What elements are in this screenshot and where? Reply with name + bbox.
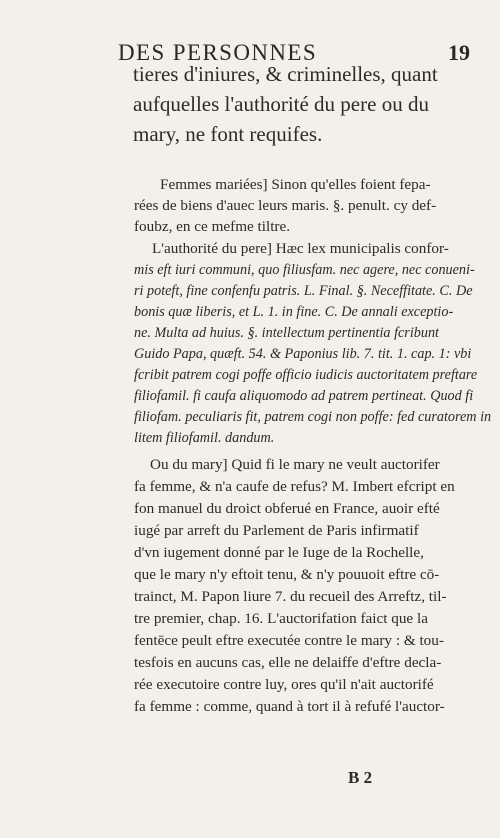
paragraph-line: litem filiofamil. dandum. bbox=[134, 430, 275, 446]
paragraph-line: trainct, M. Papon liure 7. du recueil des Arreftz, til- bbox=[134, 588, 447, 605]
intro-line: aufquelles l'authorité du pere ou du bbox=[133, 92, 429, 116]
paragraph-line: fentēce peult eftre executée contre le mary : & tou- bbox=[134, 632, 444, 649]
paragraph-line: ri poteft, fine confenfu patris. L. Final. §. Neceffitate. C. De bbox=[134, 283, 473, 299]
paragraph-line: d'vn iugement donné par le Iuge de la Rochelle, bbox=[134, 544, 424, 561]
intro-line: mary, ne font requifes. bbox=[133, 122, 323, 146]
paragraph-line: fa femme : comme, quand à tort il à refufé l'auctor- bbox=[134, 698, 445, 715]
paragraph-line: ne. Multa ad huius. §. intellectum pertinentia fcribunt bbox=[134, 325, 439, 341]
paragraph-line: Femmes mariées] Sinon qu'elles foient fepa- bbox=[160, 176, 431, 193]
paragraph-line: rée executoire contre luy, ores qu'il n'ait auctorifé bbox=[134, 676, 434, 693]
paragraph-line: Ou du mary] Quid fi le mary ne veult auctorifer bbox=[150, 456, 440, 473]
paragraph-line: filiofam. peculiaris fit, patrem cogi non poffe: fed curatorem in bbox=[134, 409, 492, 425]
running-head: DES PERSONNES bbox=[118, 40, 318, 65]
paragraph-line: iugé par arreft du Parlement de Paris infirmatif bbox=[134, 522, 419, 539]
intro-line: tieres d'iniures, & criminelles, quant bbox=[133, 62, 438, 86]
paragraph-line: foubz, en ce mefme tiltre. bbox=[134, 218, 291, 235]
signature-mark: B 2 bbox=[348, 768, 373, 787]
page-number: 19 bbox=[448, 40, 470, 65]
paragraph-line: fa femme, & n'a caufe de refus? M. Imbert efcript en bbox=[134, 478, 455, 495]
paragraph-line: fcribit patrem cogi poffe officio iudicis auctoritatem preftare bbox=[134, 367, 478, 383]
paragraph-line: filiofamil. fi caufa aliquomodo ad patrem pertineat. Quod fi bbox=[134, 388, 474, 404]
paragraph-line: tesfois en aucuns cas, elle ne delaiffe d'eftre decla- bbox=[134, 654, 442, 671]
paragraph-line: bonis quæ liberis, et L. 1. in fine. C. De annali exceptio- bbox=[134, 304, 454, 320]
paragraph-line: que le mary n'y eftoit tenu, & n'y pouuoit eftre cō- bbox=[134, 566, 440, 583]
paragraph-line: tre premier, chap. 16. L'auctorifation faict que la bbox=[134, 610, 428, 627]
paragraph-line: fon manuel du droict obferué en France, auoir efté bbox=[134, 500, 440, 517]
paragraph-line: Guido Papa, quæft. 54. & Paponius lib. 7. tit. 1. cap. 1: vbi bbox=[134, 346, 472, 362]
paragraph-line: rées de biens d'auec leurs maris. §. penult. cy def- bbox=[134, 197, 437, 214]
paragraph-line: L'authorité du pere] Hæc lex municipalis confor- bbox=[152, 240, 449, 257]
paragraph-line: mis eft iuri communi, quo filiusfam. nec agere, nec conueni- bbox=[134, 262, 475, 278]
